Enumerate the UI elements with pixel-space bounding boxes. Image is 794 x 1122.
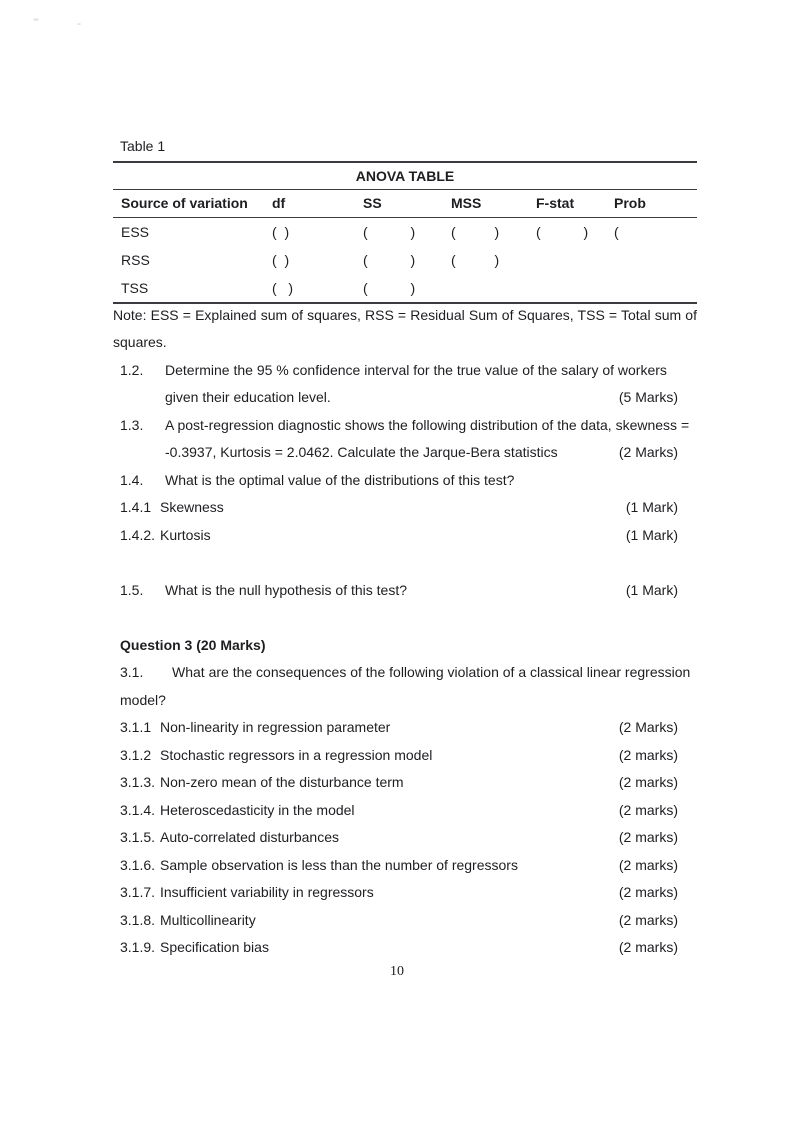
list-item xyxy=(120,773,678,801)
question-number: 3.1.5. xyxy=(120,829,156,845)
question-number: 3.1.7. xyxy=(120,884,156,900)
list-item xyxy=(120,883,678,911)
question-number: 1.5. xyxy=(120,582,144,598)
marks-label: (2 marks) xyxy=(618,801,678,818)
cell-prob xyxy=(614,246,697,274)
cell-mss xyxy=(451,274,536,302)
cell-source: TSS xyxy=(121,280,149,296)
list-item xyxy=(120,718,678,746)
cell-df: ( ) xyxy=(272,252,290,268)
question-text: Heteroscedasticity in the model xyxy=(160,801,355,818)
question-number: 1.3. xyxy=(120,417,144,433)
marks-label: (2 Marks) xyxy=(618,444,678,460)
question-text: model? xyxy=(120,692,166,708)
cell-df: ( ) xyxy=(272,224,290,240)
cell-ss: ( ) xyxy=(363,252,416,268)
table-note-line2: squares. xyxy=(113,334,167,350)
question-text: What are the consequences of the following violation of a classical linear regression xyxy=(172,664,691,680)
question-3-heading: Question 3 (20 Marks) xyxy=(120,637,266,653)
table-row-tss xyxy=(113,274,697,302)
question-number: 1.4.1 xyxy=(120,499,152,515)
table-caption: Table 1 xyxy=(120,138,166,154)
list-item xyxy=(120,856,678,884)
table-row-rss xyxy=(113,246,697,274)
question-number: 3.1.8. xyxy=(120,911,156,928)
question-text: Non-zero mean of the disturbance term xyxy=(160,774,404,790)
list-item xyxy=(120,801,678,829)
marks-label: (2 marks) xyxy=(618,939,678,955)
question-number: 3.1.6. xyxy=(120,856,156,873)
question-text: Non-linearity in regression parameter xyxy=(160,719,391,735)
col-header-prob: Prob xyxy=(614,195,646,211)
question-1-5 xyxy=(120,581,678,599)
question-1-3-line2 xyxy=(120,443,678,461)
cell-prob xyxy=(614,274,697,302)
col-header-mss: MSS xyxy=(451,195,482,211)
cell-df: ( ) xyxy=(272,280,293,296)
table-row-ess xyxy=(113,218,697,246)
page-number: 10 xyxy=(390,964,404,979)
question-number: 3.1.4. xyxy=(120,801,156,818)
marks-label: (2 marks) xyxy=(618,829,678,845)
marks-label: (1 Mark) xyxy=(625,499,678,515)
question-3-1-items xyxy=(120,718,678,966)
anova-table xyxy=(113,161,697,304)
table-note-line1: Note: ESS = Explained sum of squares, RSS = Residual Sum of Squares, TSS = Total sum of xyxy=(113,307,697,323)
marks-label: (5 Marks) xyxy=(618,389,678,405)
question-text: Specification bias xyxy=(160,939,269,955)
marks-label: (1 Mark) xyxy=(625,582,678,598)
marks-label: (2 marks) xyxy=(618,856,678,873)
marks-label: (2 marks) xyxy=(618,911,678,928)
question-number: 1.4. xyxy=(120,472,144,488)
question-number: 3.1. xyxy=(120,664,144,680)
question-1-2-line1 xyxy=(120,361,678,379)
list-item xyxy=(120,911,678,939)
question-1-4 xyxy=(120,471,678,489)
question-1-4-1 xyxy=(120,498,678,516)
cell-mss: ( ) xyxy=(451,252,500,268)
question-number: 1.4.2. xyxy=(120,527,156,543)
question-number: 3.1.1 xyxy=(120,719,152,735)
question-3-1-line2 xyxy=(120,691,678,709)
cell-mss: ( ) xyxy=(451,224,500,240)
question-text: Auto-correlated disturbances xyxy=(160,829,339,845)
question-3-1-line1 xyxy=(120,663,691,681)
marks-label: (2 Marks) xyxy=(618,719,678,735)
question-text: What is the optimal value of the distributions of this test? xyxy=(165,472,515,488)
question-text: Skewness xyxy=(160,499,224,515)
question-number: 3.1.9. xyxy=(120,939,156,955)
cell-source: RSS xyxy=(121,252,150,268)
marks-label: (2 marks) xyxy=(618,884,678,900)
anova-table-title: ANOVA TABLE xyxy=(113,163,697,190)
cell-ss: ( ) xyxy=(363,280,416,296)
cell-fstat: ( ) xyxy=(536,224,589,240)
marks-label: (2 marks) xyxy=(618,746,678,763)
scan-artifact xyxy=(33,18,39,21)
marks-label: (2 marks) xyxy=(618,774,678,790)
question-text: -0.3937, Kurtosis = 2.0462. Calculate the Jarque-Bera statistics xyxy=(165,444,558,460)
question-1-2-line2 xyxy=(120,388,678,406)
question-text: given their education level. xyxy=(165,389,331,405)
marks-label: (1 Mark) xyxy=(625,527,678,543)
question-text: A post-regression diagnostic shows the following distribution of the data, skewness = xyxy=(165,417,690,433)
cell-source: ESS xyxy=(121,224,150,240)
cell-prob: ( xyxy=(614,224,619,240)
question-number: 1.2. xyxy=(120,362,144,378)
cell-fstat xyxy=(536,246,614,274)
question-number: 3.1.3. xyxy=(120,774,156,790)
col-header-df: df xyxy=(272,195,286,211)
question-text: Stochastic regressors in a regression model xyxy=(160,746,433,763)
question-text: Insufficient variability in regressors xyxy=(160,884,374,900)
question-number: 3.1.2 xyxy=(120,746,152,763)
question-text: What is the null hypothesis of this test? xyxy=(165,582,408,598)
scan-artifact xyxy=(77,23,81,25)
question-1-4-2 xyxy=(120,526,678,544)
question-text: Multicollinearity xyxy=(160,911,256,928)
col-header-fstat: F-stat xyxy=(536,195,575,211)
col-header-source: Source of variation xyxy=(121,195,248,211)
question-1-3-line1 xyxy=(120,416,690,434)
list-item xyxy=(120,746,678,774)
cell-fstat xyxy=(536,274,614,302)
anova-header-row xyxy=(113,190,697,218)
list-item xyxy=(120,938,678,966)
list-item xyxy=(120,828,678,856)
col-header-ss: SS xyxy=(363,195,382,211)
question-text: Sample observation is less than the number of regressors xyxy=(160,856,518,873)
cell-ss: ( ) xyxy=(363,224,416,240)
question-text: Determine the 95 % confidence interval for the true value of the salary of workers xyxy=(165,362,667,378)
question-text: Kurtosis xyxy=(160,527,211,543)
